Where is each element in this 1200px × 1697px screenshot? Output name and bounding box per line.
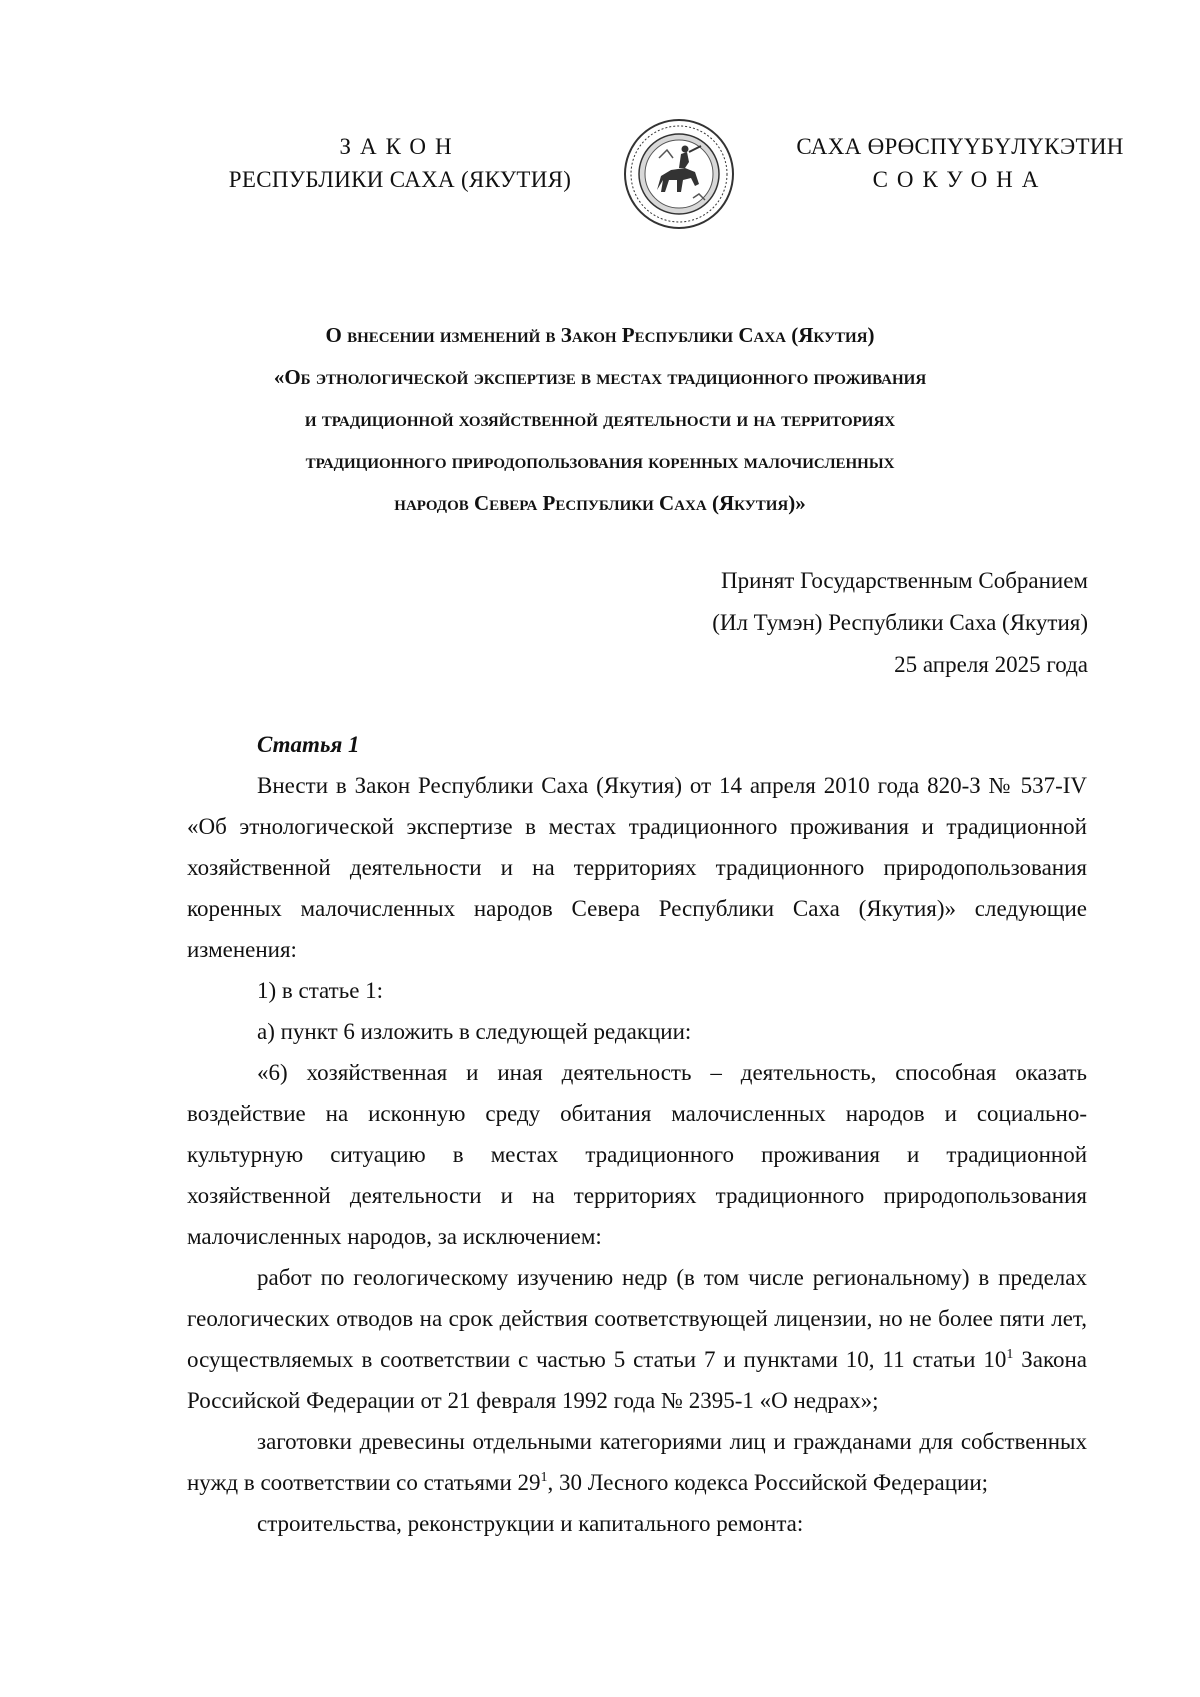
exception-timber-text-cont: , 30 Лесного кодекса Российской Федерации; bbox=[547, 1470, 989, 1495]
law-title-line: О внесении изменений в Закон Республики Саха (Якутия) bbox=[325, 323, 875, 347]
header-law-word: ЗАКОН bbox=[339, 134, 461, 159]
article-heading: Статья 1 bbox=[257, 732, 360, 757]
superscript: 1 bbox=[540, 1470, 548, 1485]
law-title-line: традиционного природопользования коренных малочисленных bbox=[305, 449, 895, 473]
adoption-line: (Ил Тумэн) Республики Саха (Якутия) bbox=[712, 610, 1088, 635]
superscript: 1 bbox=[1006, 1347, 1014, 1362]
exception-timber-text: заготовки древесины отдельными категориями лиц и гражданами для собственных нужд в соответствии со статьями 29 bbox=[187, 1429, 1087, 1495]
yakutia-coat-of-arms-seal-icon bbox=[623, 118, 735, 230]
header-right bbox=[770, 130, 1150, 196]
adoption-date: 25 апреля 2025 года bbox=[894, 652, 1088, 677]
exception-timber-paragraph bbox=[187, 1421, 1087, 1503]
exception-geology-paragraph bbox=[187, 1257, 1087, 1421]
law-title bbox=[150, 314, 1050, 524]
adoption-line: Принят Государственным Собранием bbox=[720, 568, 1088, 593]
header-republic-name: РЕСПУБЛИКИ САХА (ЯКУТИЯ) bbox=[228, 167, 572, 192]
exception-geology-text-cont: Закона Российской Федерации от 21 февраля 1992 года № 2395-1 «О недрах»; bbox=[187, 1347, 1087, 1413]
adoption-block bbox=[712, 560, 1088, 686]
law-title-line: народов Севера Республики Саха (Якутия)» bbox=[394, 491, 806, 515]
law-title-line: «Об этнологической экспертизе в местах традиционного проживания bbox=[273, 365, 927, 389]
header-law-word-sakha: СОКУОНА bbox=[872, 167, 1048, 192]
amendment-item: 1) в статье 1: bbox=[257, 978, 384, 1003]
article-intro-paragraph: Внести в Закон Республики Саха (Якутия) от 14 апреля 2010 года 820-З № 537-IV «Об этнологической экспертизе в местах традиционного проживания и традиционной хозяйственной деятельности и на территориях традиционного природопользования коренных малочисленных народов Севера Республики Саха (Якутия)» следующие изменения: bbox=[187, 773, 1087, 962]
law-title-line: и традиционной хозяйственной деятельности и на территориях bbox=[304, 407, 896, 431]
document-body bbox=[187, 724, 1087, 1544]
new-clause-paragraph: «6) хозяйственная и иная деятельность – деятельность, способная оказать воздействие на исконную среду обитания малочисленных народов и социально-культурную ситуацию в местах традиционного проживания и традиционной хозяйственной деятельности и на территориях традиционного природопользования малочисленных народов, за исключением: bbox=[187, 1060, 1087, 1249]
header-republic-name-sakha: САХА ӨРӨСПҮҮБҮЛҮКЭТИН bbox=[796, 134, 1124, 159]
amendment-subitem: а) пункт 6 изложить в следующей редакции: bbox=[257, 1019, 692, 1044]
exception-construction-paragraph: строительства, реконструкции и капитального ремонта: bbox=[257, 1511, 804, 1536]
header-left bbox=[210, 130, 590, 196]
exception-geology-text: работ по геологическому изучению недр (в том числе региональному) в пределах геологических отводов на срок действия соответствующей лицензии, но не более пяти лет, осуществляемых в соответствии с частью 5 статьи 7 и пунктами 10, 11 статьи 10 bbox=[187, 1265, 1087, 1372]
